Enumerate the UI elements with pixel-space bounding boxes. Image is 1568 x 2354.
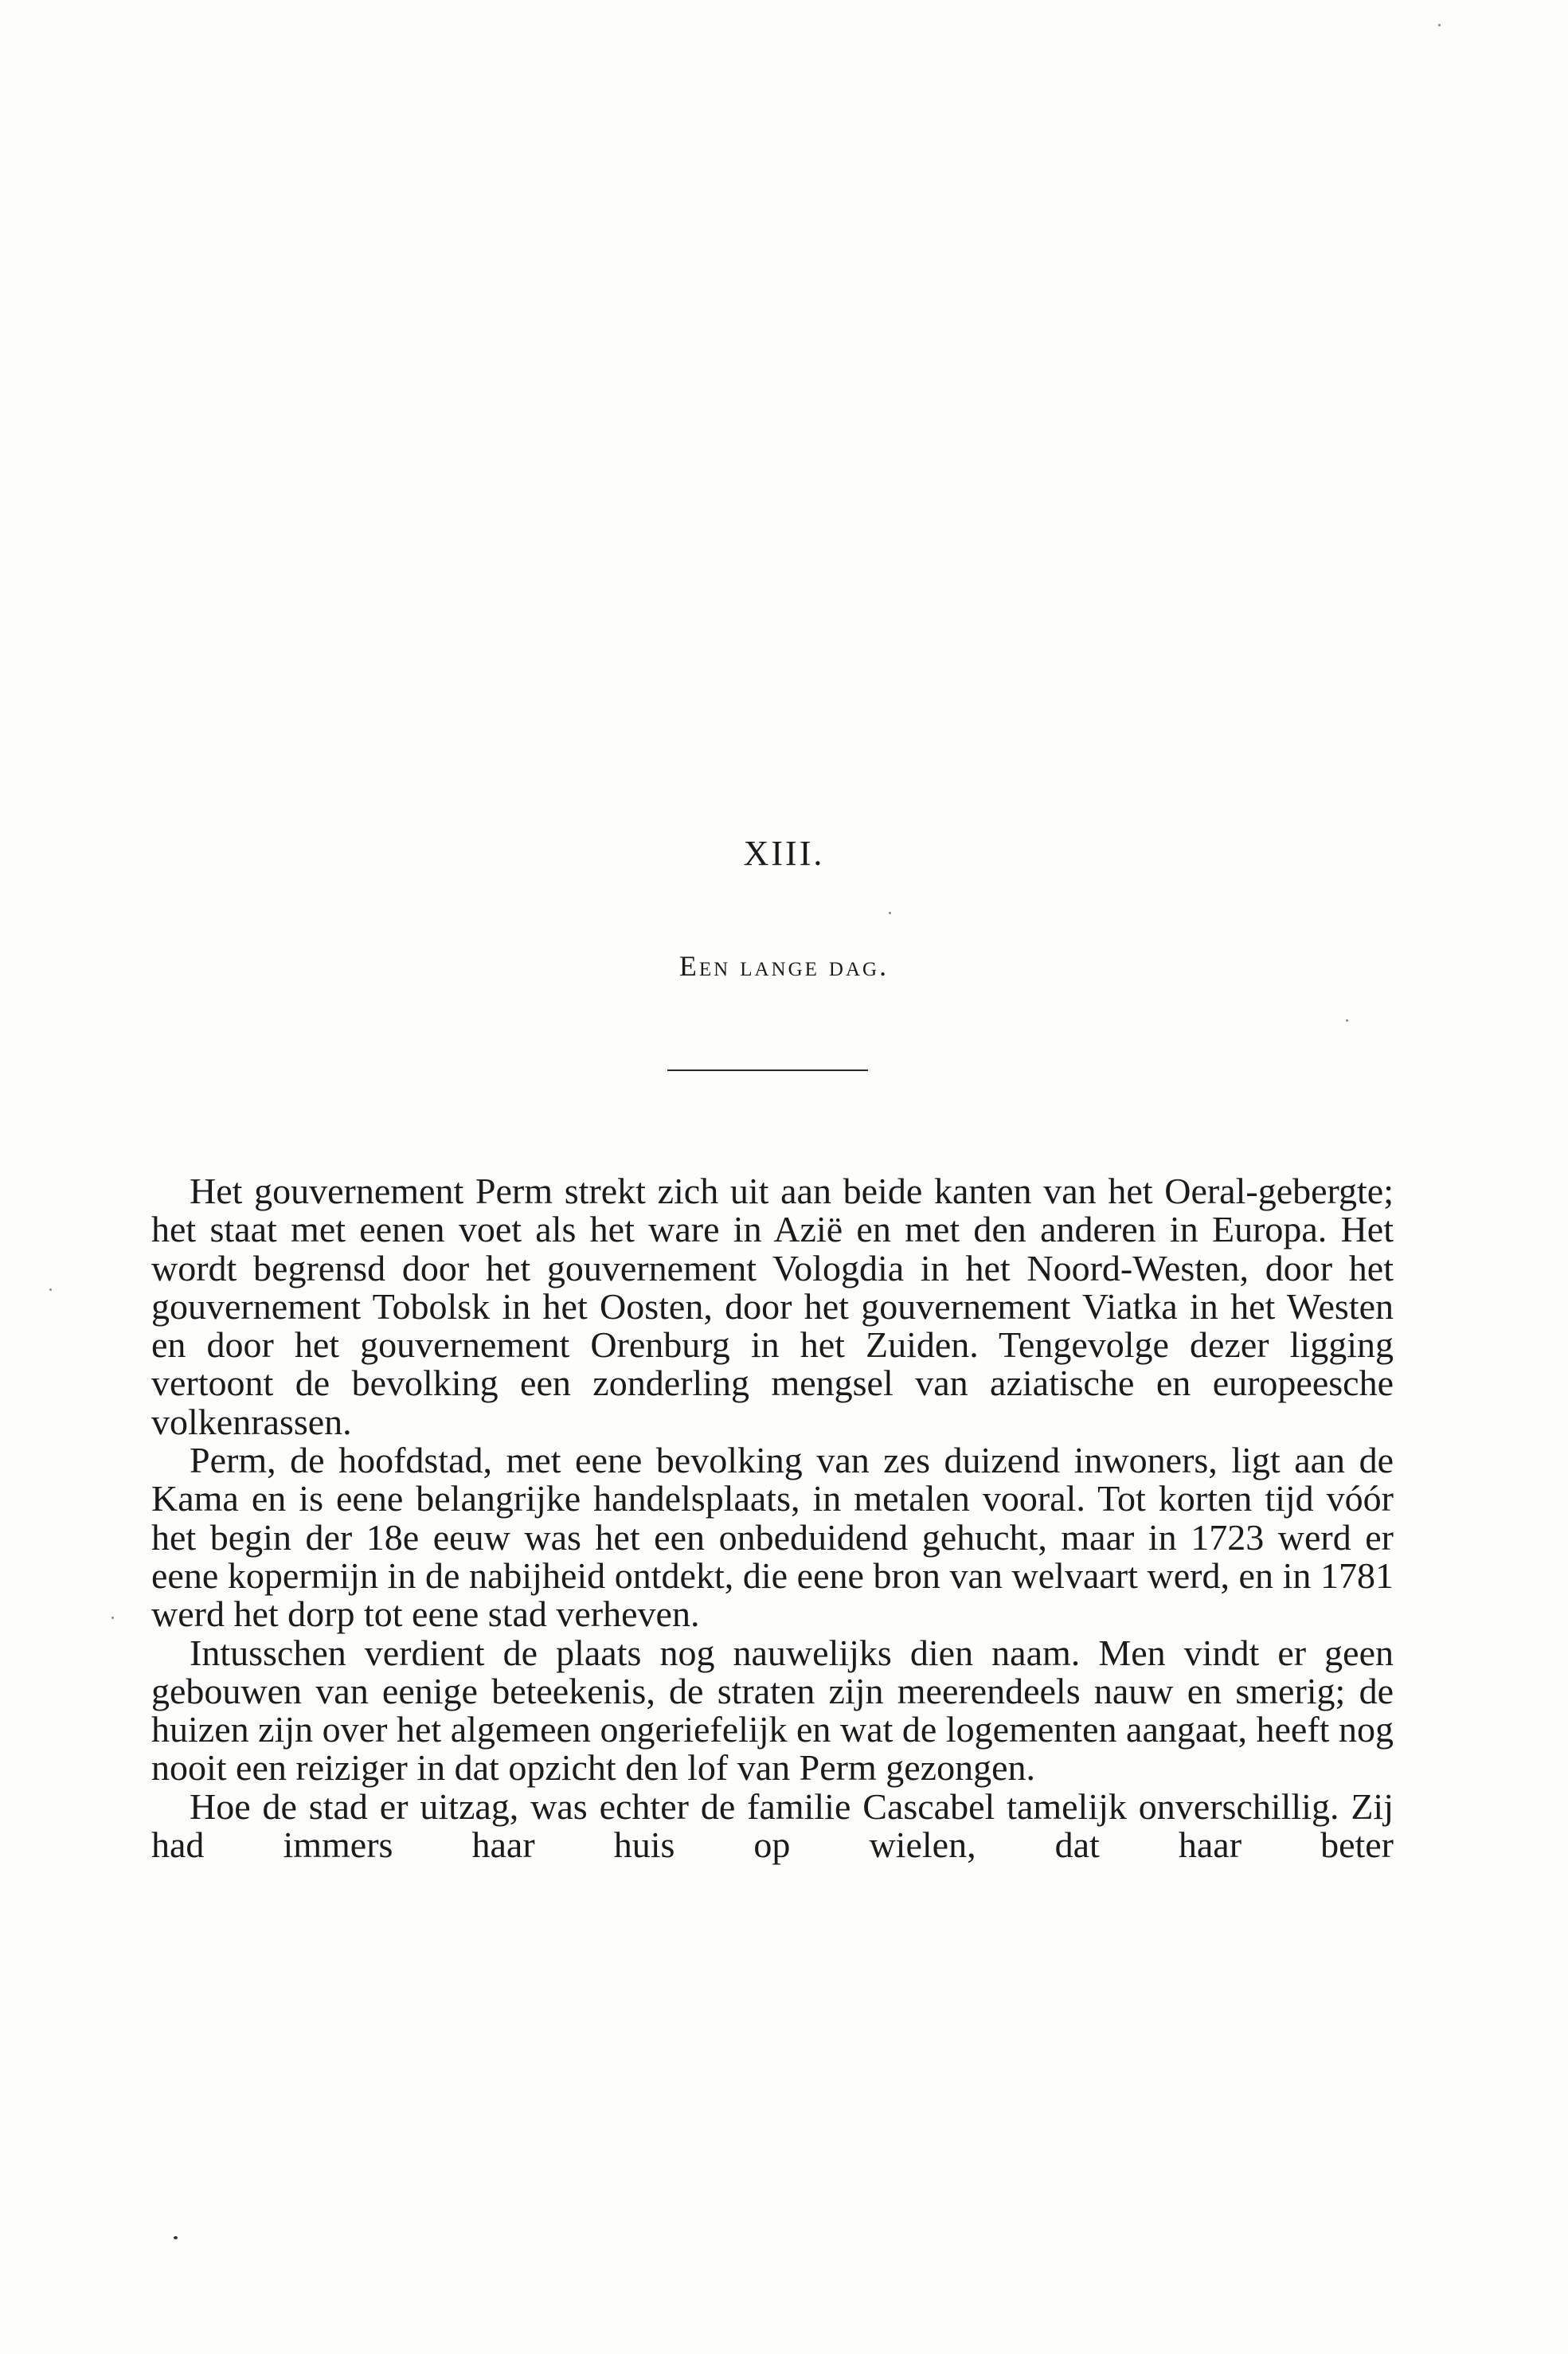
chapter-body <box>151 1172 1394 1864</box>
chapter-title: Een lange dag. <box>678 950 890 982</box>
scan-speck <box>174 2236 178 2239</box>
paragraph-4: Hoe de stad er uitzag, was echter de familie Cascabel tamelijk onverschillig. Zij had immers haar huis op wielen, dat haar beter <box>151 1785 1394 1866</box>
scan-speck <box>889 912 891 914</box>
scan-speck <box>111 1617 114 1619</box>
title-separator-rule <box>667 1069 868 1071</box>
paragraph-1: Het gouvernement Perm strekt zich uit aan beide kanten van het Oeral-gebergte; het staat met eenen voet als het ware in Azië en met den anderen in Europa. Het wordt begrensd door het gouvernement Vologdia in het Noord-Westen, door het gouvernement Tobolsk in het Oosten, door het gouvernement Viatka in het Westen en door het gouvernement Orenburg in het Zuiden. Tengevolge dezer ligging vertoont de bevolking een zonderling mengsel van aziatische en europeesche volkenrassen. <box>151 1171 1394 1442</box>
scan-speck <box>1346 1019 1348 1022</box>
chapter-number: XIII. <box>743 834 825 873</box>
scan-speck <box>1438 24 1441 26</box>
scan-speck <box>49 1288 52 1291</box>
paragraph-2: Perm, de hoofdstad, met eene bevolking van zes duizend inwoners, ligt aan de Kama en is eene belangrijke handelsplaats, in metalen vooral. Tot korten tijd vóór het begin der 18e eeuw was het een onbeduidend gehucht, maar in 1723 werd er eene kopermijn in de nabijheid ontdekt, die eene bron van welvaart werd, en in 1781 werd het dorp tot eene stad verheven. <box>151 1440 1394 1635</box>
paragraph-3: Intusschen verdient de plaats nog nauwelijks dien naam. Men vindt er geen gebouwen van eenige beteekenis, de straten zijn meerendeels nauw en smerig; de huizen zijn over het algemeen ongeriefelijk en wat de logementen aangaat, heeft nog nooit een reiziger in dat opzicht den lof van Perm gezongen. <box>151 1632 1394 1789</box>
